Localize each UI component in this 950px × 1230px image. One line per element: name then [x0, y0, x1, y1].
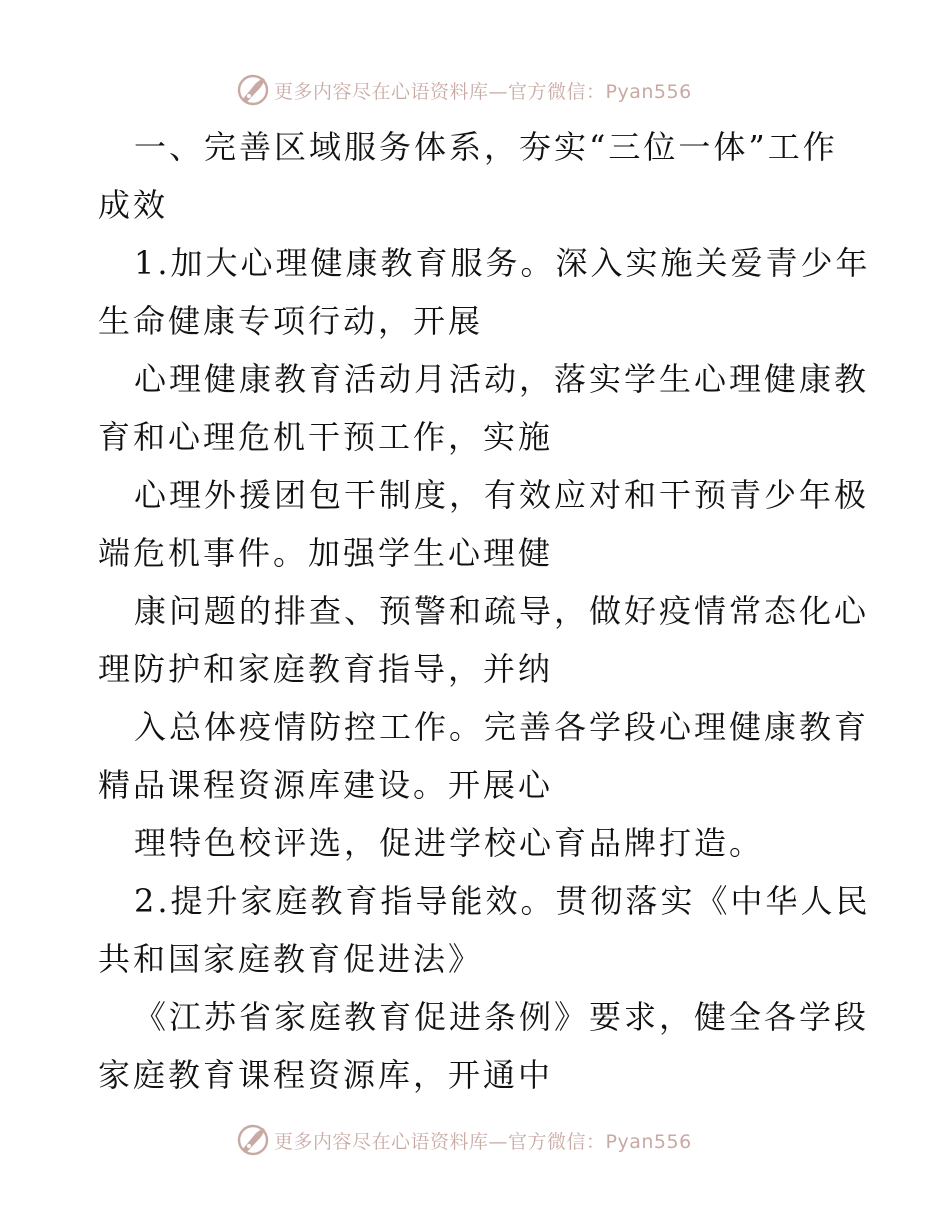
text-line: 心理外援团包干制度，有效应对和干预青少年极 [134, 476, 870, 514]
text-line: 精品课程资源库建设。开展心 [98, 766, 554, 804]
text-line: 心理健康教育活动月活动，落实学生心理健康教 [134, 360, 870, 398]
wechat-id: Pyan556 [605, 1130, 692, 1153]
text-line: 生命健康专项行动，开展 [98, 302, 484, 340]
text-line: 家庭教育课程资源库，开通中 [98, 1056, 554, 1094]
text-line: 端危机事件。加强学生心理健 [98, 534, 554, 572]
watermark-text: 更多内容尽在心语资料库—官方微信：Pyan556 [274, 80, 692, 103]
text-line: 《江苏省家庭教育促进条例》要求，健全各学段 [134, 998, 870, 1036]
heading-line: 一、完善区域服务体系，夯实“三位一体”工作 [134, 128, 838, 166]
pen-nib-logo-icon [236, 73, 270, 107]
watermark-header [236, 70, 716, 110]
wechat-id: Pyan556 [605, 80, 692, 103]
text-line: 康问题的排查、预警和疏导，做好疫情常态化心 [134, 592, 870, 630]
pen-nib-logo-icon [236, 1123, 270, 1157]
text-line: 成效 [98, 186, 169, 224]
text-line: 育和心理危机干预工作，实施 [98, 418, 554, 456]
text-line: 理特色校评选，促进学校心育品牌打造。 [134, 824, 765, 862]
text-line: 1.加大心理健康教育服务。深入实施关爱青少年 [134, 244, 871, 282]
watermark-footer [236, 1120, 716, 1160]
text-line: 入总体疫情防控工作。完善各学段心理健康教育 [134, 708, 870, 746]
text-line: 共和国家庭教育促进法》 [98, 940, 484, 978]
text-line: 2.提升家庭教育指导能效。贯彻落实《中华人民 [134, 882, 871, 920]
watermark-text: 更多内容尽在心语资料库—官方微信：Pyan556 [274, 1130, 692, 1153]
text-line: 理防护和家庭教育指导，并纳 [98, 650, 554, 688]
document-body [98, 118, 871, 1104]
